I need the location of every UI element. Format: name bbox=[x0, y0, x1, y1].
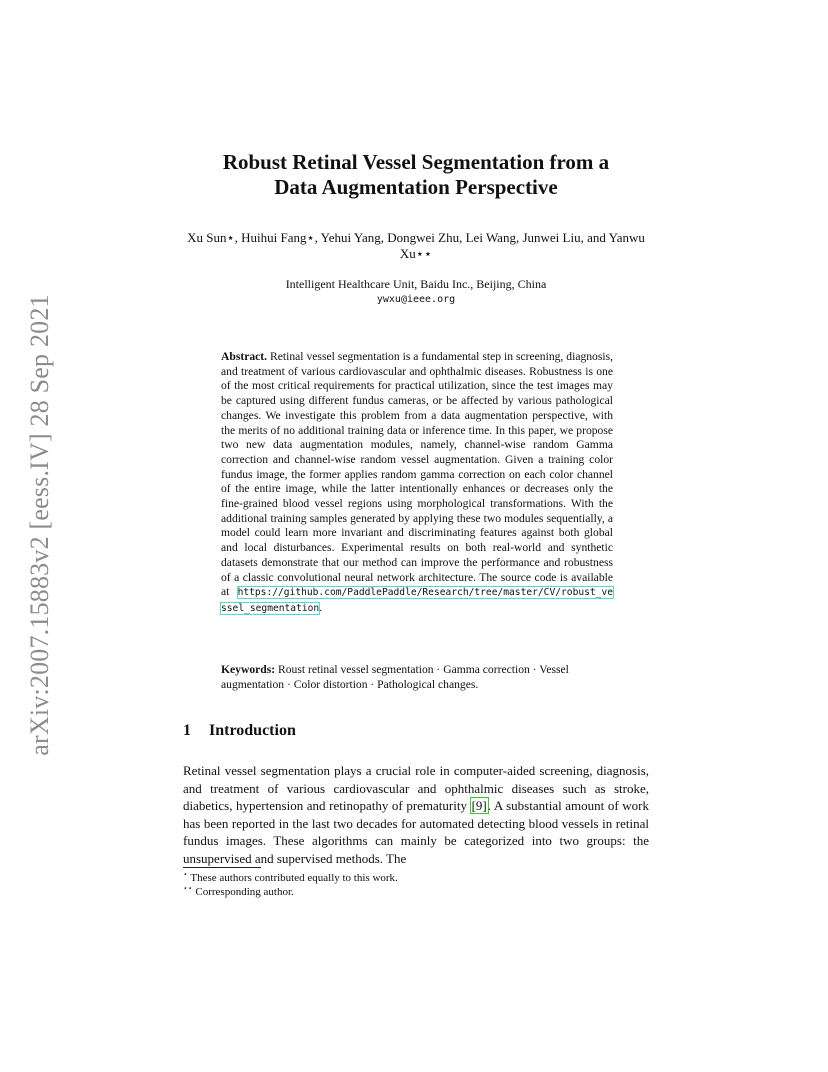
title-line-1: Robust Retinal Vessel Segmentation from a bbox=[222, 150, 610, 174]
section-heading-introduction bbox=[183, 722, 296, 740]
section-title: Introduction bbox=[209, 722, 296, 739]
section-number: 1 bbox=[183, 722, 191, 739]
abstract-body: Retinal vessel segmentation is a fundamental step in screening, diagnosis, and treatment of various cardiovascular and ophthalmic diseases. Robustness is one of the most critical requirements for practical utilization, since the test images may be captured using different fundus cameras, or be affected by various pathological changes. We investigate this problem from a data augmentation perspective, with the merits of no additional training data or inference time. In this paper, we propose two new data augmentation modules, namely, channel-wise random Gamma correction and channel-wise random vessel augmentation. Given a training color fundus image, the former applies random gamma correction on each color channel of the entire image, while the latter intentionally enhances or decreases only the fine-grained blood vessel regions using morphological transformations. With the additional training samples generated by applying these two modules sequentially, a model could learn more invariant and discriminating features against both global and local disturbances. Experimental results on both real-world and synthetic datasets demonstrate that our method can improve the performance and robustness of a classic convolutional neural network architecture. The source code is available at bbox=[221, 350, 613, 599]
introduction-paragraph bbox=[183, 762, 649, 867]
source-code-link[interactable]: https://github.com/PaddlePaddle/Research/tree/master/CV/robust_vessel_segmentation bbox=[221, 587, 613, 614]
author-list: Xu Sun⋆, Huihui Fang⋆, Yehui Yang, Dongwei Zhu, Lei Wang, Junwei Liu, and Yanwu Xu⋆⋆ bbox=[187, 230, 645, 261]
footnote-divider bbox=[183, 867, 261, 868]
corresponding-email[interactable]: ywxu@ieee.org bbox=[376, 294, 456, 305]
title-line-2: Data Augmentation Perspective bbox=[274, 175, 558, 199]
arxiv-identifier-text: arXiv:2007.15883v2 [eess.IV] 28 Sep 2021 bbox=[25, 294, 54, 756]
keywords-label: Keywords: bbox=[221, 663, 276, 676]
intro-text-part-2: . A substantial amount of work has been reported in the last two decades for automated detecting blood vessels in retinal fundus images. These algorithms can mainly be categorized into two groups: the unsupervised and supervised methods. The bbox=[183, 798, 649, 866]
keywords bbox=[221, 662, 613, 692]
footnote-2-text: Corresponding author. bbox=[195, 886, 294, 898]
keywords-text: Roust retinal vessel segmentation · Gamma correction · Vessel augmentation · Color distortion · Pathological changes. bbox=[221, 663, 569, 691]
intro-text-part-1: Retinal vessel segmentation plays a crucial role in computer-aided screening, diagnosis, and treatment of various cardiovascular and ophthalmic diseases such as stroke, diabetics, hypertension and retinopathy of prematurity bbox=[183, 763, 649, 813]
abstract bbox=[221, 350, 613, 617]
affiliation-text: Intelligent Healthcare Unit, Baidu Inc., Beijing, China bbox=[285, 277, 547, 291]
footnotes bbox=[183, 871, 649, 899]
abstract-end: . bbox=[319, 600, 323, 614]
footnote-1-text: These authors contributed equally to this work. bbox=[190, 872, 398, 884]
abstract-label: Abstract. bbox=[221, 350, 268, 363]
footnote-equal-contribution bbox=[183, 871, 649, 885]
footnote-corresponding-author bbox=[183, 885, 649, 899]
citation-link[interactable]: [9] bbox=[471, 798, 487, 813]
paper-title bbox=[150, 150, 682, 200]
footnote-2-mark: ⋆⋆ bbox=[183, 883, 193, 893]
footnote-1-mark: ⋆ bbox=[183, 869, 188, 879]
affiliation-block bbox=[180, 276, 652, 308]
arxiv-identifier-stamp bbox=[20, 290, 60, 760]
